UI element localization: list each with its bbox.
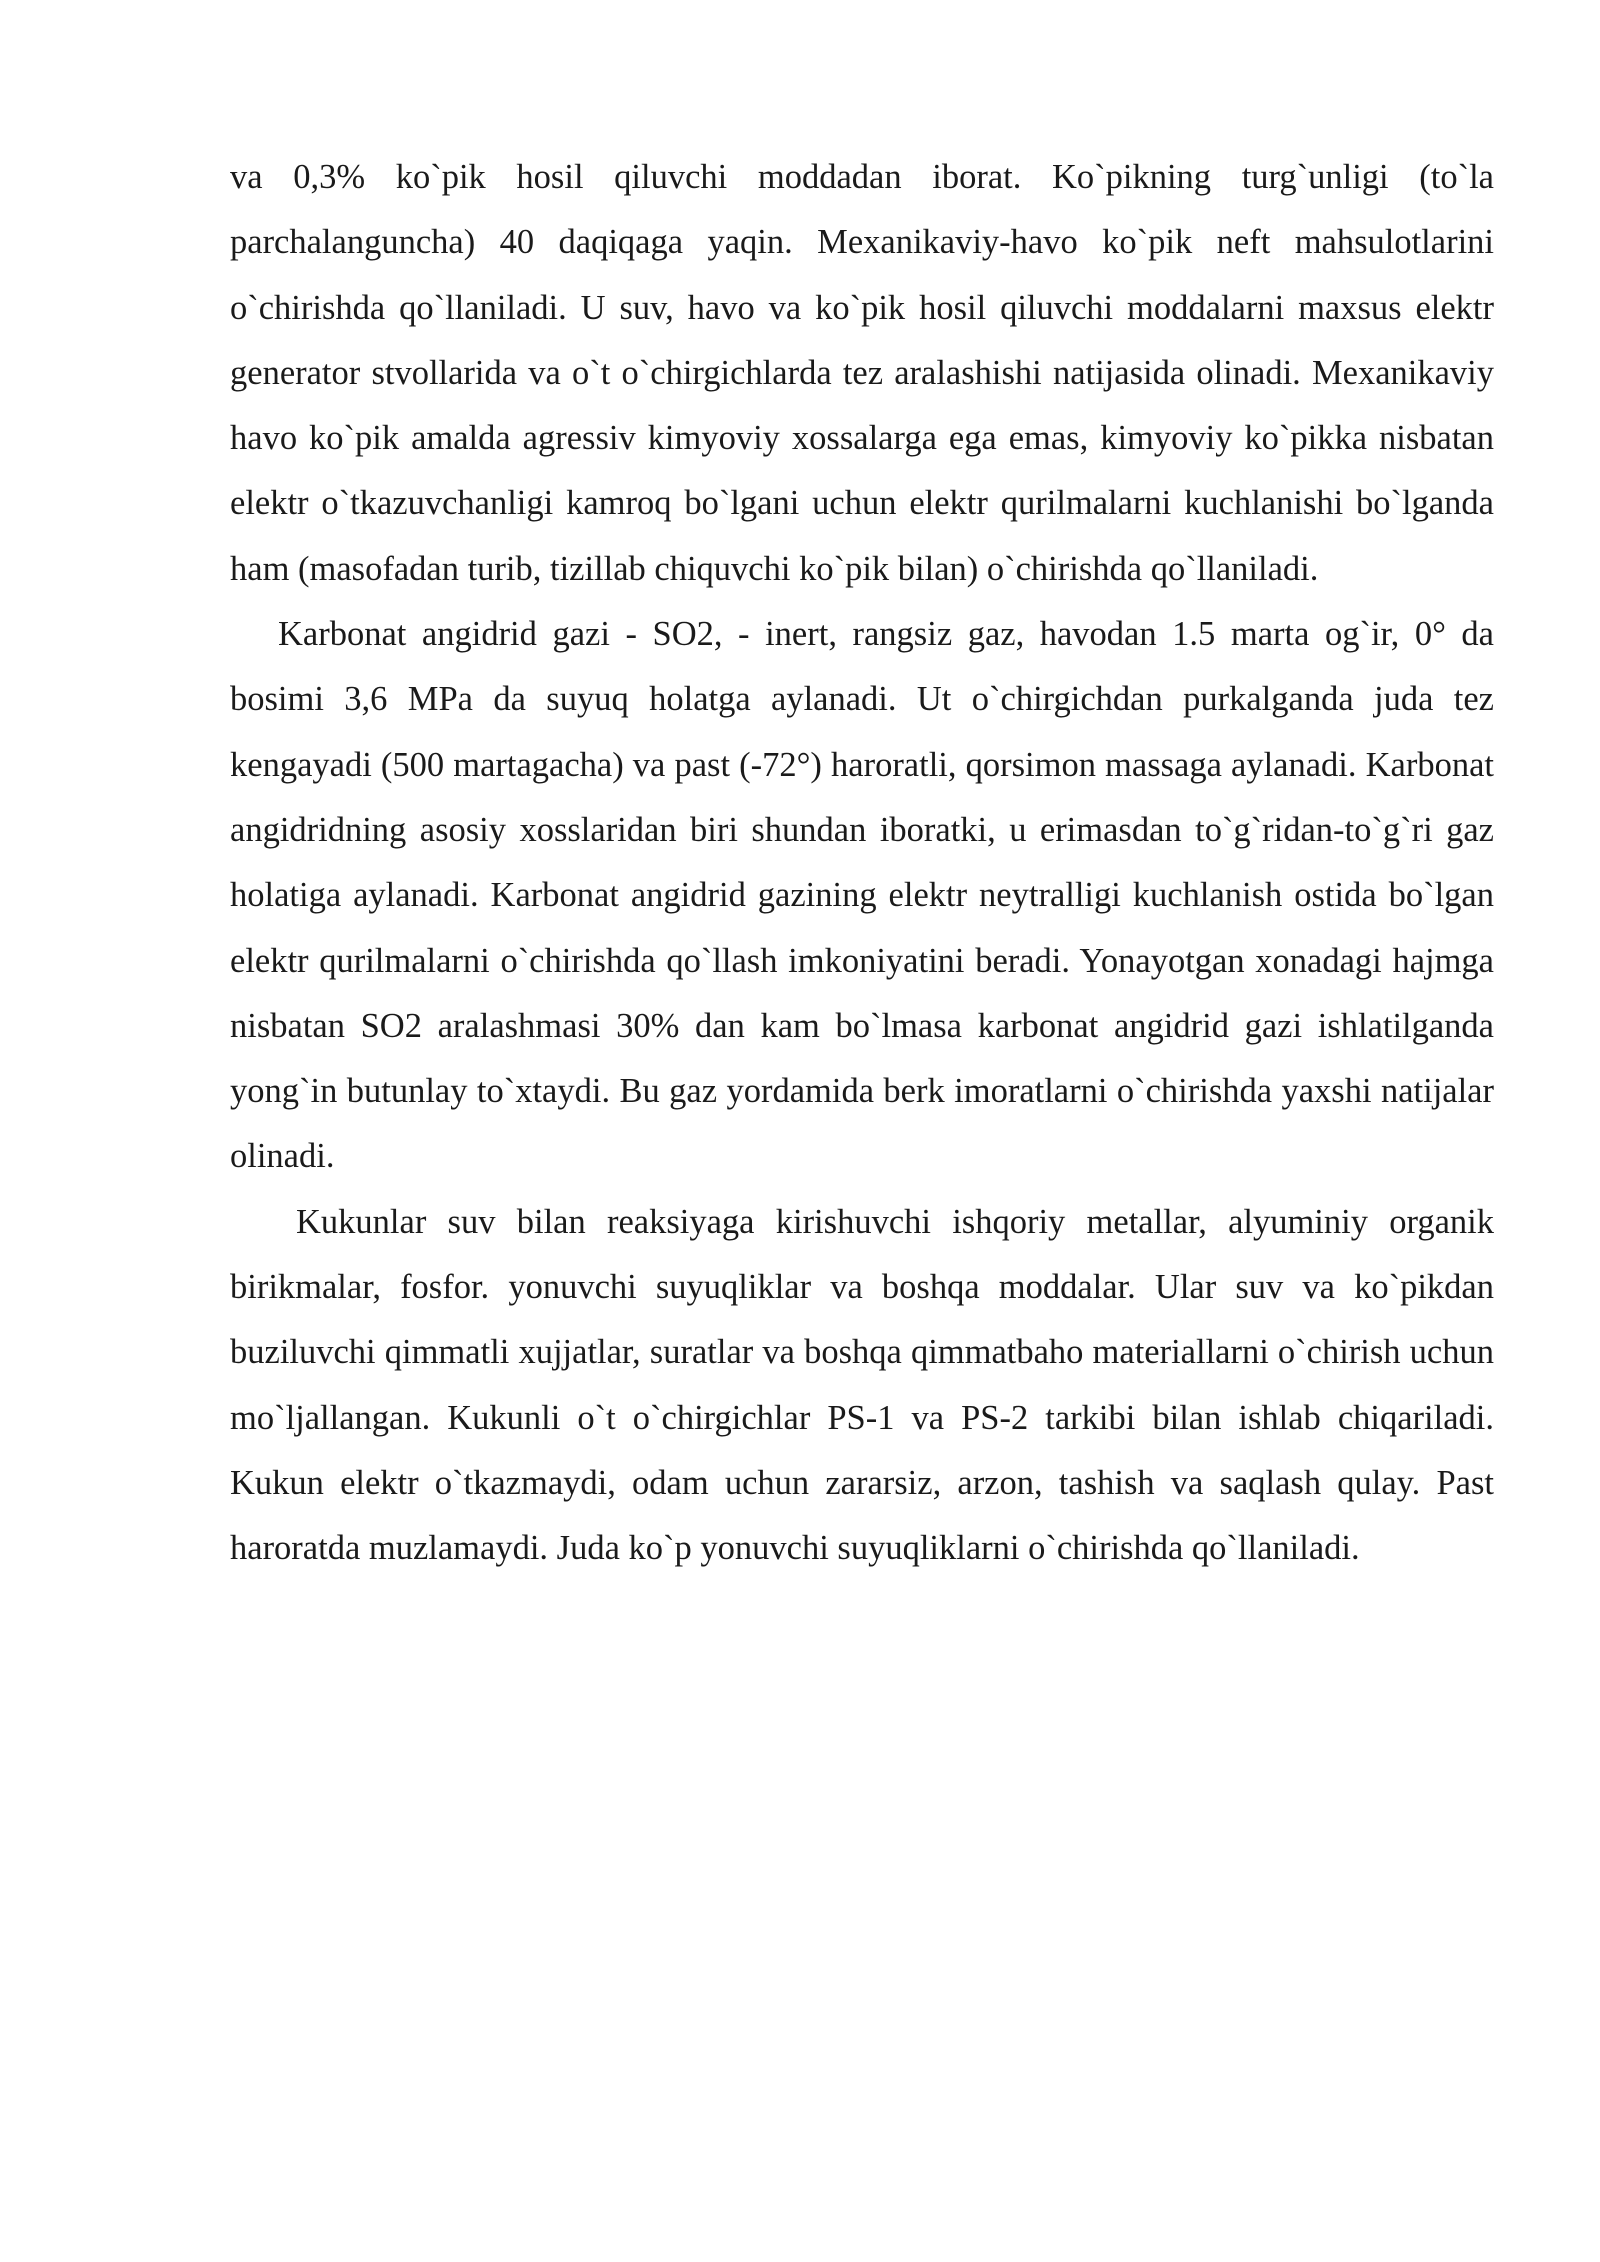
paragraph-carbon-dioxide: Karbonat angidrid gazi - SO2, - inert, rangsiz gaz, havodan 1.5 marta og`ir, 0° da bosimi 3,6 MPa da suyuq holatga aylanadi. Ut o`chirgichdan purkalganda juda tez kengayadi (500 martagacha) va past (-72°) haroratli, qorsimon massaga aylanadi. Karbonat angidridning asosiy xosslaridan biri shundan iboratki, u erimasdan to`g`ridan-to`g`ri gaz holatiga aylanadi. Karbonat angidrid gazining elektr neytralligi kuchlanish ostida bo`lgan elektr qurilmalarni o`chirishda qo`llash imkoniyatini beradi. Yonayotgan xonadagi hajmga nisbatan SO2 aralashmasi 30% dan kam bo`lmasa karbonat angidrid gazi ishlatilganda yong`in butunlay to`xtaydi. Bu gaz yordamida berk imoratlarni o`chirishda yaxshi natijalar olinadi.	[230, 615, 1494, 1176]
paragraph-powders: Kukunlar suv bilan reaksiyaga kirishuvchi ishqoriy metallar, alyuminiy organik birikmalar, fosfor. yonuvchi suyuqliklar va boshqa moddalar. Ular suv va ko`pikdan buziluvchi qimmatli xujjatlar, suratlar va boshqa qimmatbaho materiallarni o`chirish uchun mo`ljallangan. Kukunli o`t o`chirgichlar PS-1 va PS-2 tarkibi bilan ishlab chiqariladi. Kukun elektr o`tkazmaydi, odam uchun zararsiz, arzon, tashish va saqlash qulay. Past haroratda muzlamaydi. Juda ko`p yonuvchi suyuqliklarni o`chirishda qo`llaniladi.	[230, 1202, 1494, 1568]
paragraph-foam: va 0,3% ko`pik hosil qiluvchi moddadan iborat. Ko`pikning turg`unligi (to`la parchalanguncha) 40 daqiqaga yaqin. Mexanikaviy-havo ko`pik neft mahsulotlarini o`chirishda qo`llaniladi. U suv, havo va ko`pik hosil qiluvchi moddalarni maxsus elektr generator stvollarida va o`t o`chirgichlarda tez aralashishi natijasida olinadi. Mexanikaviy havo ko`pik amalda agressiv kimyoviy xossalarga ega emas, kimyoviy ko`pikka nisbatan elektr o`tkazuvchanligi kamroq bo`lgani uchun elektr qurilmalarni kuchlanishi bo`lganda ham (masofadan turib, tizillab chiquvchi ko`pik bilan) o`chirishda qo`llaniladi.	[230, 158, 1494, 588]
body-text	[230, 145, 1494, 1582]
